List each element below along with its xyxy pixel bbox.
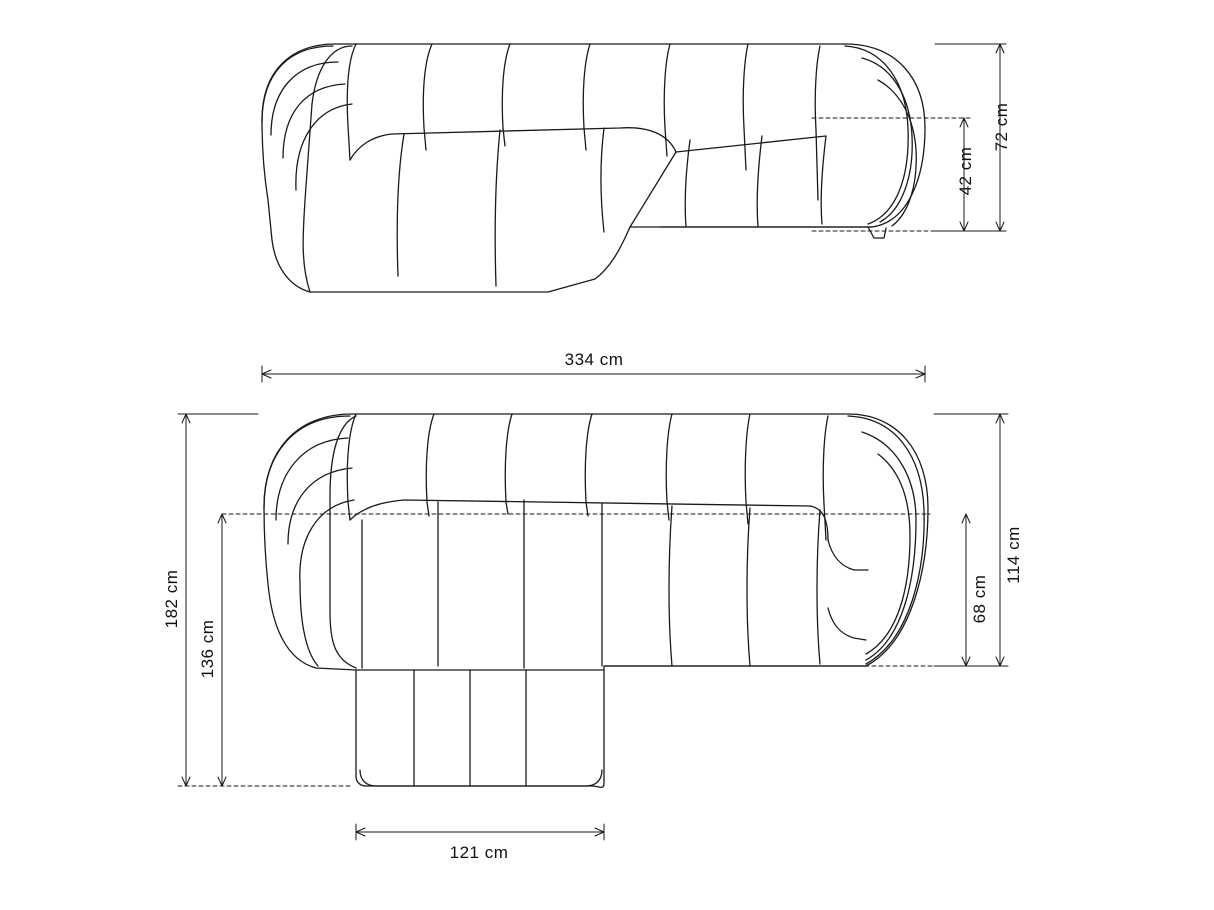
dimension-label-depth-main: 136 cm xyxy=(198,619,217,679)
dimension-label-height-seat: 42 cm xyxy=(956,146,975,196)
dimension-label-depth-right-inner: 68 cm xyxy=(970,574,989,624)
dimension-label-height-total: 72 cm xyxy=(992,102,1011,152)
dimension-label-chaise-width: 121 cm xyxy=(449,843,509,862)
top-plan-outline xyxy=(264,414,928,787)
dimension-label-width-total: 334 cm xyxy=(564,350,624,369)
front-elevation-outline xyxy=(262,44,925,292)
dimension-label-depth-right: 114 cm xyxy=(1004,526,1023,584)
dimension-label-depth-total: 182 cm xyxy=(162,569,181,629)
